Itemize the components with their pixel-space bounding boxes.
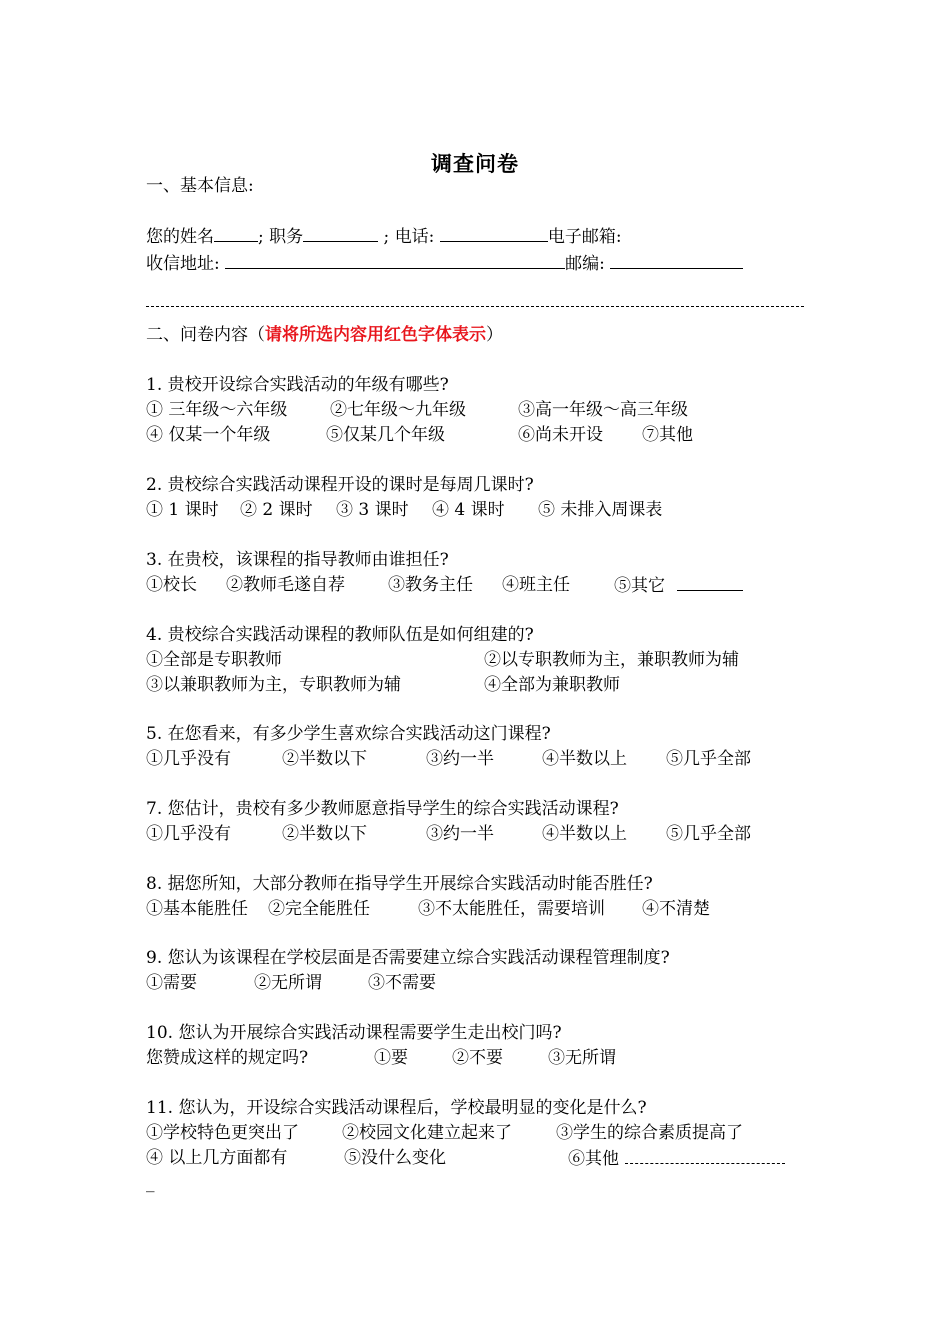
option[interactable]: ③以兼职教师为主，专职教师为辅 bbox=[146, 675, 401, 695]
option[interactable]: ①基本能胜任 bbox=[146, 899, 248, 919]
separator: ; bbox=[383, 227, 390, 247]
question-text-continued: 您赞成这样的规定吗? bbox=[146, 1048, 309, 1068]
section2-instruction: 请将所选内容用红色字体表示 bbox=[265, 325, 486, 345]
question-text: 9. 您认为该课程在学校层面是否需要建立综合实践活动课程管理制度? bbox=[146, 948, 670, 968]
question-text: 2. 贵校综合实践活动课程开设的课时是每周几课时? bbox=[146, 475, 534, 495]
option[interactable]: ⑤没什么变化 bbox=[344, 1148, 446, 1168]
option[interactable]: ④半数以上 bbox=[542, 824, 627, 844]
section-divider bbox=[146, 306, 804, 307]
separator: ; bbox=[258, 227, 264, 247]
option[interactable]: ④不清楚 bbox=[642, 899, 710, 919]
option[interactable]: ③无所谓 bbox=[548, 1048, 616, 1068]
question-text: 7. 您估计，贵校有多少教师愿意指导学生的综合实践活动课程? bbox=[146, 799, 619, 819]
option[interactable]: ⑤ 未排入周课表 bbox=[538, 500, 663, 520]
option[interactable]: ③约一半 bbox=[426, 824, 494, 844]
option[interactable]: ②完全能胜任 bbox=[268, 899, 370, 919]
other-field[interactable] bbox=[677, 573, 743, 591]
option[interactable]: ③约一半 bbox=[426, 749, 494, 769]
option[interactable]: ④班主任 bbox=[502, 575, 570, 595]
option[interactable]: ①学校特色更突出了 bbox=[146, 1123, 299, 1143]
option[interactable]: ⑥尚未开设 bbox=[518, 425, 603, 445]
option[interactable]: ②校园文化建立起来了 bbox=[342, 1123, 512, 1143]
options-row bbox=[146, 747, 846, 771]
option[interactable]: ① 1 课时 bbox=[146, 500, 219, 520]
zip-field[interactable] bbox=[610, 251, 743, 269]
options-row bbox=[146, 971, 846, 995]
position-label: 职务 bbox=[269, 227, 304, 247]
options-row bbox=[146, 822, 846, 846]
option[interactable] bbox=[568, 1146, 785, 1171]
option[interactable]: ②以专职教师为主，兼职教师为辅 bbox=[484, 650, 739, 670]
question-text: 10. 您认为开展综合实践活动课程需要学生走出校门吗? bbox=[146, 1023, 562, 1043]
email-label: 电子邮箱: bbox=[547, 227, 622, 247]
name-label: 您的姓名 bbox=[146, 227, 214, 247]
options-row bbox=[146, 648, 846, 672]
option[interactable]: ③学生的综合素质提高了 bbox=[556, 1123, 743, 1143]
trailing-mark: _ bbox=[146, 1173, 155, 1193]
option[interactable]: ③教务主任 bbox=[388, 575, 473, 595]
name-field[interactable] bbox=[214, 224, 258, 242]
page-title: 调查问卷 bbox=[431, 151, 519, 176]
option[interactable]: ④半数以上 bbox=[542, 749, 627, 769]
options-row bbox=[146, 897, 846, 921]
options-row bbox=[146, 398, 846, 422]
question-text: 3. 在贵校，该课程的指导教师由谁担任? bbox=[146, 550, 449, 570]
option[interactable]: ⑤几乎全部 bbox=[666, 824, 751, 844]
question-text: 1. 贵校开设综合实践活动的年级有哪些? bbox=[146, 375, 449, 395]
option[interactable]: ①要 bbox=[374, 1048, 408, 1068]
section2-heading bbox=[146, 323, 503, 347]
option[interactable]: ③ 3 课时 bbox=[336, 500, 409, 520]
option[interactable]: ②七年级～九年级 bbox=[330, 400, 466, 420]
position-field[interactable] bbox=[303, 224, 378, 242]
option[interactable]: ②半数以下 bbox=[282, 749, 367, 769]
option[interactable]: ④ 以上几方面都有 bbox=[146, 1148, 288, 1168]
question-text: 4. 贵校综合实践活动课程的教师队伍是如何组建的? bbox=[146, 625, 534, 645]
option[interactable]: ⑤仅某几个年级 bbox=[326, 425, 445, 445]
options-row bbox=[146, 573, 846, 597]
option[interactable]: ②半数以下 bbox=[282, 824, 367, 844]
option[interactable]: ④ 4 课时 bbox=[432, 500, 505, 520]
option[interactable]: ⑤几乎全部 bbox=[666, 749, 751, 769]
option[interactable]: ①几乎没有 bbox=[146, 749, 231, 769]
option[interactable]: ①全部是专职教师 bbox=[146, 650, 282, 670]
options-row bbox=[146, 673, 846, 697]
option-label: ⑤其它 bbox=[614, 576, 665, 596]
section2-heading-end: ） bbox=[486, 325, 503, 345]
contact-line-2 bbox=[146, 251, 743, 276]
other-field[interactable] bbox=[625, 1146, 785, 1164]
options-row bbox=[146, 1146, 846, 1170]
phone-label: 电话: bbox=[394, 227, 435, 247]
question-text: 5. 在您看来，有多少学生喜欢综合实践活动这门课程? bbox=[146, 724, 551, 744]
option[interactable]: ③不需要 bbox=[368, 973, 436, 993]
section1-heading: 一、基本信息: bbox=[146, 176, 254, 196]
trailing-line bbox=[146, 1171, 846, 1195]
phone-field[interactable] bbox=[440, 224, 548, 242]
option[interactable]: ② 2 课时 bbox=[240, 500, 313, 520]
option-label: ⑥其他 bbox=[568, 1149, 619, 1169]
option[interactable]: ①需要 bbox=[146, 973, 197, 993]
option[interactable]: ④全部为兼职教师 bbox=[484, 675, 620, 695]
option[interactable]: ①几乎没有 bbox=[146, 824, 231, 844]
section2-heading-text: 二、问卷内容（ bbox=[146, 325, 265, 345]
zip-label: 邮编: bbox=[565, 254, 605, 274]
options-row bbox=[146, 423, 846, 447]
question-text: 8. 据您所知，大部分教师在指导学生开展综合实践活动时能否胜任? bbox=[146, 874, 653, 894]
option[interactable] bbox=[614, 573, 743, 598]
options-row bbox=[146, 498, 846, 522]
address-field[interactable] bbox=[225, 251, 565, 269]
option[interactable]: ⑦其他 bbox=[642, 425, 693, 445]
options-row bbox=[146, 1046, 846, 1070]
question-text: 11. 您认为，开设综合实践活动课程后，学校最明显的变化是什么? bbox=[146, 1098, 647, 1118]
option[interactable]: ③不太能胜任，需要培训 bbox=[418, 899, 605, 919]
option[interactable]: ②无所谓 bbox=[254, 973, 322, 993]
option[interactable]: ① 三年级～六年级 bbox=[146, 400, 288, 420]
options-row bbox=[146, 1121, 846, 1145]
address-label: 收信地址: bbox=[146, 254, 220, 274]
option[interactable]: ②不要 bbox=[452, 1048, 503, 1068]
option[interactable]: ②教师毛遂自荐 bbox=[226, 575, 345, 595]
contact-line-1 bbox=[146, 224, 622, 249]
option[interactable]: ④ 仅某一个年级 bbox=[146, 425, 271, 445]
option[interactable]: ③高一年级～高三年级 bbox=[518, 400, 688, 420]
option[interactable]: ①校长 bbox=[146, 575, 197, 595]
